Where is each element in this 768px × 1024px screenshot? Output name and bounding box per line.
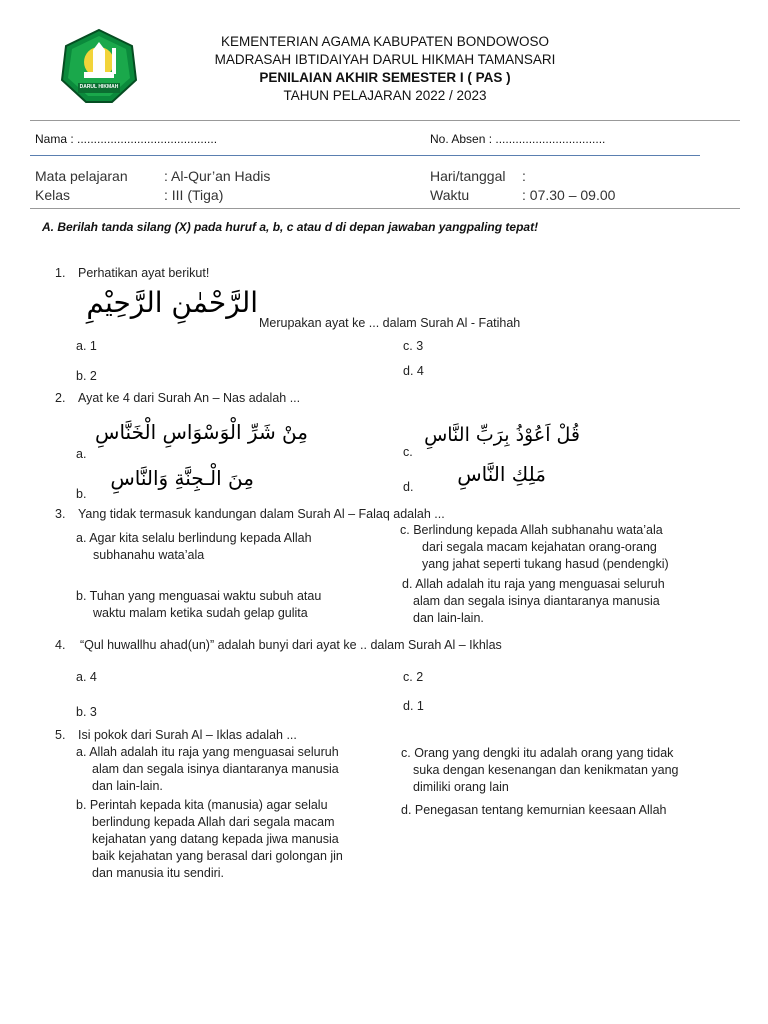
- q2-option-a-arabic[interactable]: مِنْ شَرِّ الْوَسْوَاسِ الْخَنَّاسِ: [95, 420, 308, 444]
- q4-option-b[interactable]: b. 3: [76, 705, 97, 719]
- q2-option-a-label[interactable]: a.: [76, 447, 87, 461]
- q3-option-d[interactable]: [402, 576, 722, 627]
- identity-bottom-divider: [30, 208, 740, 209]
- q3-text: Yang tidak termasuk kandungan dalam Surah Al – Falaq adalah ...: [78, 507, 445, 521]
- q3-option-d-line3: dan lain-lain.: [413, 611, 484, 625]
- academic-year: TAHUN PELAJARAN 2022 / 2023: [283, 88, 487, 103]
- q3-option-b[interactable]: [76, 588, 390, 622]
- q5-option-b-line2: berlindung kepada Allah dari segala macam: [92, 815, 335, 829]
- absen-field: No. Absen : .................................: [430, 132, 606, 146]
- logo-text: DARUL HIKMAH: [79, 84, 119, 90]
- q5-number: 5.: [55, 728, 66, 742]
- q1-option-a[interactable]: a. 1: [76, 339, 97, 353]
- q3-option-b-line2: waktu malam ketika sudah gelap gulita: [93, 606, 308, 620]
- q5-option-c-line3: dimiliki orang lain: [413, 780, 509, 794]
- q1-arabic: الرَّحْمٰنِ الرَّحِيْمِ: [86, 286, 258, 319]
- subject-label: Mata pelajaran: [35, 168, 128, 184]
- q1-text2: Merupakan ayat ke ... dalam Surah Al - Fatihah: [259, 316, 521, 330]
- date-label: Hari/tanggal: [430, 168, 506, 184]
- ministry-title: KEMENTERIAN AGAMA KABUPATEN BONDOWOSO: [220, 34, 550, 49]
- q1-option-d[interactable]: d. 4: [403, 364, 424, 378]
- q3-option-b-line1: b. Tuhan yang menguasai waktu subuh atau: [76, 589, 322, 603]
- q3-option-a-line2: subhanahu wata’ala: [93, 548, 205, 562]
- q2-option-d-label[interactable]: d.: [403, 480, 414, 494]
- q5-option-a-line1: a. Allah adalah itu raja yang menguasai seluruh: [76, 745, 339, 759]
- q4-text: “Qul huwallhu ahad(un)” adalah bunyi dari ayat ke .. dalam Surah Al – Ikhlas: [80, 638, 502, 652]
- q3-option-c-line3: yang jahat seperti tukang hasud (pendengki): [422, 557, 669, 571]
- q2-option-c-label[interactable]: c.: [403, 445, 413, 459]
- q5-option-b-line3: kejahatan yang datang kepada jiwa manusia: [92, 832, 339, 846]
- q5-option-a-line2: alam dan segala isinya diantaranya manusia: [92, 762, 339, 776]
- exam-title: PENILAIAN AKHIR SEMESTER I ( PAS ): [259, 70, 511, 85]
- q1-option-c[interactable]: c. 3: [403, 339, 424, 353]
- q5-option-b[interactable]: [76, 797, 386, 882]
- q5-option-b-line5: dan manusia itu sendiri.: [92, 866, 225, 880]
- q4-option-d[interactable]: d. 1: [403, 699, 424, 713]
- class-value: : III (Tiga): [164, 187, 224, 203]
- q3-option-a[interactable]: [76, 530, 390, 564]
- q5-option-a-line3: dan lain-lain.: [92, 779, 163, 793]
- q4-number: 4.: [55, 638, 66, 652]
- header-divider: [30, 120, 740, 121]
- q3-option-c-line1: c. Berlindung kepada Allah subhanahu wata’ala: [400, 523, 663, 537]
- q3-option-d-line1: d. Allah adalah itu raja yang menguasai seluruh: [402, 577, 665, 591]
- q3-option-c-line2: dari segala macam kejahatan orang-orang: [422, 540, 657, 554]
- q1-number: 1.: [55, 266, 66, 280]
- identity-divider: [30, 155, 700, 156]
- q3-option-c[interactable]: [400, 522, 722, 573]
- q3-number: 3.: [55, 507, 66, 521]
- school-name: MADRASAH IBTIDAIYAH DARUL HIKMAH TAMANSARI: [214, 52, 556, 67]
- q2-option-c-arabic[interactable]: قُلْ اَعُوْذُ بِرَبِّ النَّاسِ: [424, 424, 580, 446]
- q2-text: Ayat ke 4 dari Surah An – Nas adalah ...: [78, 391, 301, 405]
- time-value: : 07.30 – 09.00: [522, 187, 616, 203]
- q5-option-c-line1: c. Orang yang dengki itu adalah orang yang tidak: [401, 746, 674, 760]
- q5-option-b-line4: baik kejahatan yang berasal dari golongan jin: [92, 849, 343, 863]
- q4-option-c[interactable]: c. 2: [403, 670, 424, 684]
- time-label: Waktu: [430, 187, 470, 203]
- instruction: A. Berilah tanda silang (X) pada huruf a, b, c atau d di depan jawaban yangpaling tepat!: [42, 220, 539, 234]
- q5-option-a[interactable]: [76, 744, 386, 795]
- q2-option-b-label[interactable]: b.: [76, 487, 87, 501]
- q5-option-c[interactable]: [401, 745, 731, 796]
- date-value: :: [522, 168, 526, 184]
- q5-option-d[interactable]: [401, 802, 731, 819]
- name-field: Nama : ..........................................: [35, 132, 218, 146]
- q3-option-a-line1: a. Agar kita selalu berlindung kepada Allah: [76, 531, 312, 545]
- q2-number: 2.: [55, 391, 66, 405]
- q2-option-b-arabic[interactable]: مِنَ الْـجِنَّةِ وَالنَّاسِ: [110, 466, 254, 490]
- class-label: Kelas: [35, 187, 71, 203]
- q4-option-a[interactable]: a. 4: [76, 670, 97, 684]
- q1-text: Perhatikan ayat berikut!: [78, 266, 210, 280]
- q5-option-b-line1: b. Perintah kepada kita (manusia) agar selalu: [76, 798, 328, 812]
- q5-option-c-line2: suka dengan kesenangan dan kenikmatan yang: [413, 763, 679, 777]
- q5-text: Isi pokok dari Surah Al – Iklas adalah ...: [78, 728, 297, 742]
- school-logo: [60, 28, 138, 104]
- q1-option-b[interactable]: b. 2: [76, 369, 97, 383]
- q5-option-d-line1: d. Penegasan tentang kemurnian keesaan Allah: [401, 803, 667, 817]
- q3-option-d-line2: alam dan segala isinya diantaranya manusia: [413, 594, 660, 608]
- q2-option-d-arabic[interactable]: مَلِكِ النَّاسِ: [457, 462, 546, 486]
- subject-value: : Al-Qur’an Hadis: [164, 168, 271, 184]
